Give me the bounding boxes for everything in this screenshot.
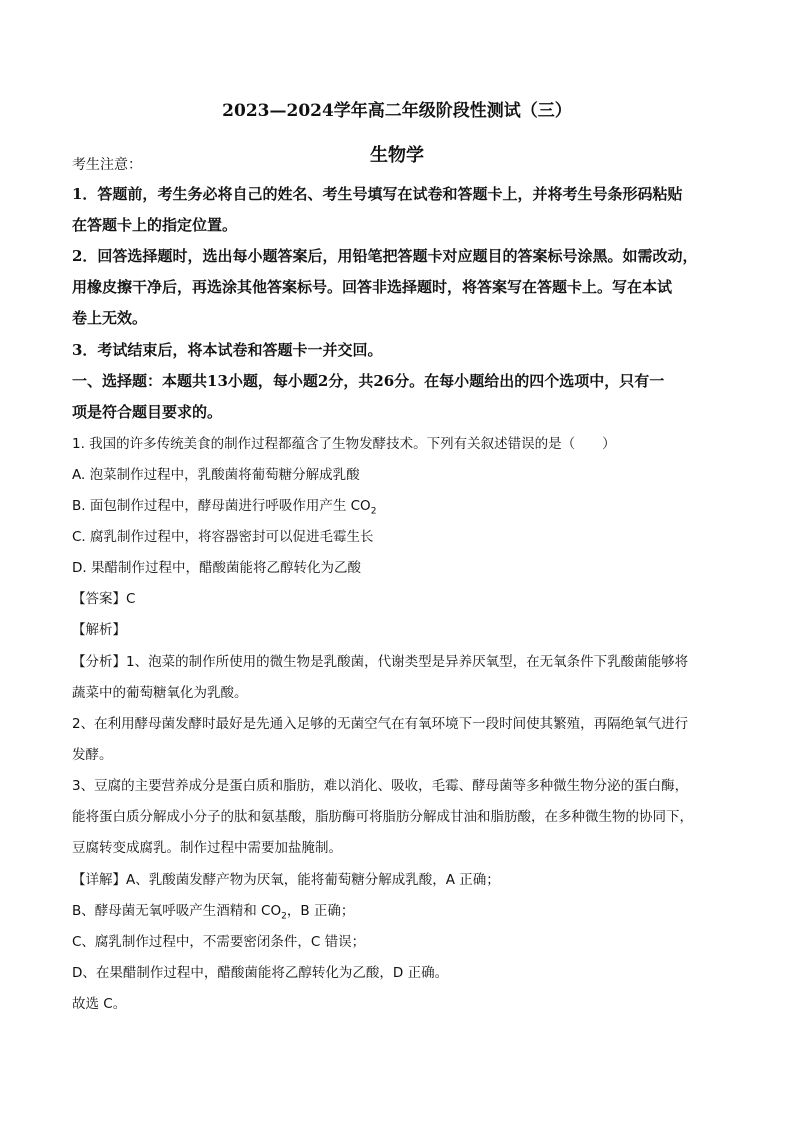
notice-item-1-line-2: 在答题卡上的指定位置。	[72, 216, 238, 234]
analysis-p3-line-3: 豆腐转变成腐乳。制作过程中需要加盐腌制。	[72, 840, 342, 856]
detail-b-tail: ，B 正确；	[286, 903, 355, 919]
analysis-label: 【解析】	[72, 622, 126, 638]
section-heading-line-1: 一、选择题：本题共13小题，每小题2分，共26分。在每小题给出的四个选项中，只有一	[72, 372, 665, 390]
question-1-option-d: D. 果醋制作过程中，醋酸菌能将乙醇转化为乙酸	[72, 560, 361, 576]
option-b-subscript: 2	[370, 506, 377, 517]
analysis-p2-line-2: 发酵。	[72, 747, 113, 763]
section-heading-line-2: 项是符合题目要求的。	[72, 403, 223, 421]
notice-heading: 考生注意：	[72, 157, 142, 173]
question-1-option-a: A. 泡菜制作过程中，乳酸菌将葡萄糖分解成乳酸	[72, 467, 360, 483]
detail-b-text: B、酵母菌无氧呼吸产生酒精和 CO	[72, 903, 282, 919]
detail-b-subscript: 2	[281, 911, 287, 922]
notice-item-2-line-2: 用橡皮擦干净后，再选涂其他答案标号。回答非选择题时，将答案写在答题卡上。写在本试	[72, 278, 673, 296]
answer-line: 【答案】C	[72, 591, 136, 607]
question-1-option-b	[72, 494, 732, 517]
analysis-p1-line-1: 【分析】1、泡菜的制作所使用的微生物是乳酸菌，代谢类型是异养厌氧型，在无氧条件下乳酸菌能够将	[72, 654, 689, 670]
analysis-p3-line-1: 3、豆腐的主要营养成分是蛋白质和脂肪，难以消化、吸收，毛霉、酵母菌等多种微生物分泌的蛋白酶，	[72, 778, 689, 794]
subject-title: 生物学	[370, 145, 424, 166]
analysis-p3-line-2: 能将蛋白质分解成小分子的肽和氨基酸，脂肪酶可将脂肪分解成甘油和脂肪酸，在多种微生物的协同下，	[72, 809, 693, 825]
notice-item-3: 3．考试结束后，将本试卷和答题卡一并交回。	[72, 341, 383, 359]
detail-b	[72, 899, 732, 922]
conclusion: 故选 C。	[72, 996, 127, 1012]
question-1-stem: 1. 我国的许多传统美食的制作过程都蕴含了生物发酵技术。下列有关叙述错误的是（ ）	[72, 436, 616, 452]
detail-a: 【详解】A、乳酸菌发酵产物为厌氧，能将葡萄糖分解成乳酸，A 正确；	[72, 872, 500, 888]
analysis-p2-line-1: 2、在利用酵母菌发酵时最好是先通入足够的无菌空气在有氧环境下一段时间使其繁殖，再隔绝氧气进行	[72, 716, 689, 732]
question-1-option-c: C. 腐乳制作过程中，将容器密封可以促进毛霉生长	[72, 529, 374, 545]
option-b-text: B. 面包制作过程中，酵母菌进行呼吸作用产生 CO	[72, 498, 371, 514]
notice-item-1-line-1: 1．答题前，考生务必将自己的姓名、考生号填写在试卷和答题卡上，并将考生号条形码粘贴	[72, 185, 683, 203]
analysis-p1-line-2: 蔬菜中的葡萄糖氧化为乳酸。	[72, 685, 248, 701]
detail-c: C、腐乳制作过程中，不需要密闭条件，C 错误；	[72, 934, 366, 950]
notice-item-2-line-1: 2．回答选择题时，选出每小题答案后，用铅笔把答题卡对应题目的答案标号涂黑。如需改动，	[72, 247, 698, 265]
detail-d: D、在果醋制作过程中，醋酸菌能将乙醇转化为乙酸，D 正确。	[72, 965, 449, 981]
exam-title: 2023—2024学年高二年级阶段性测试（三）	[222, 101, 572, 121]
notice-item-2-line-3: 卷上无效。	[72, 309, 148, 327]
